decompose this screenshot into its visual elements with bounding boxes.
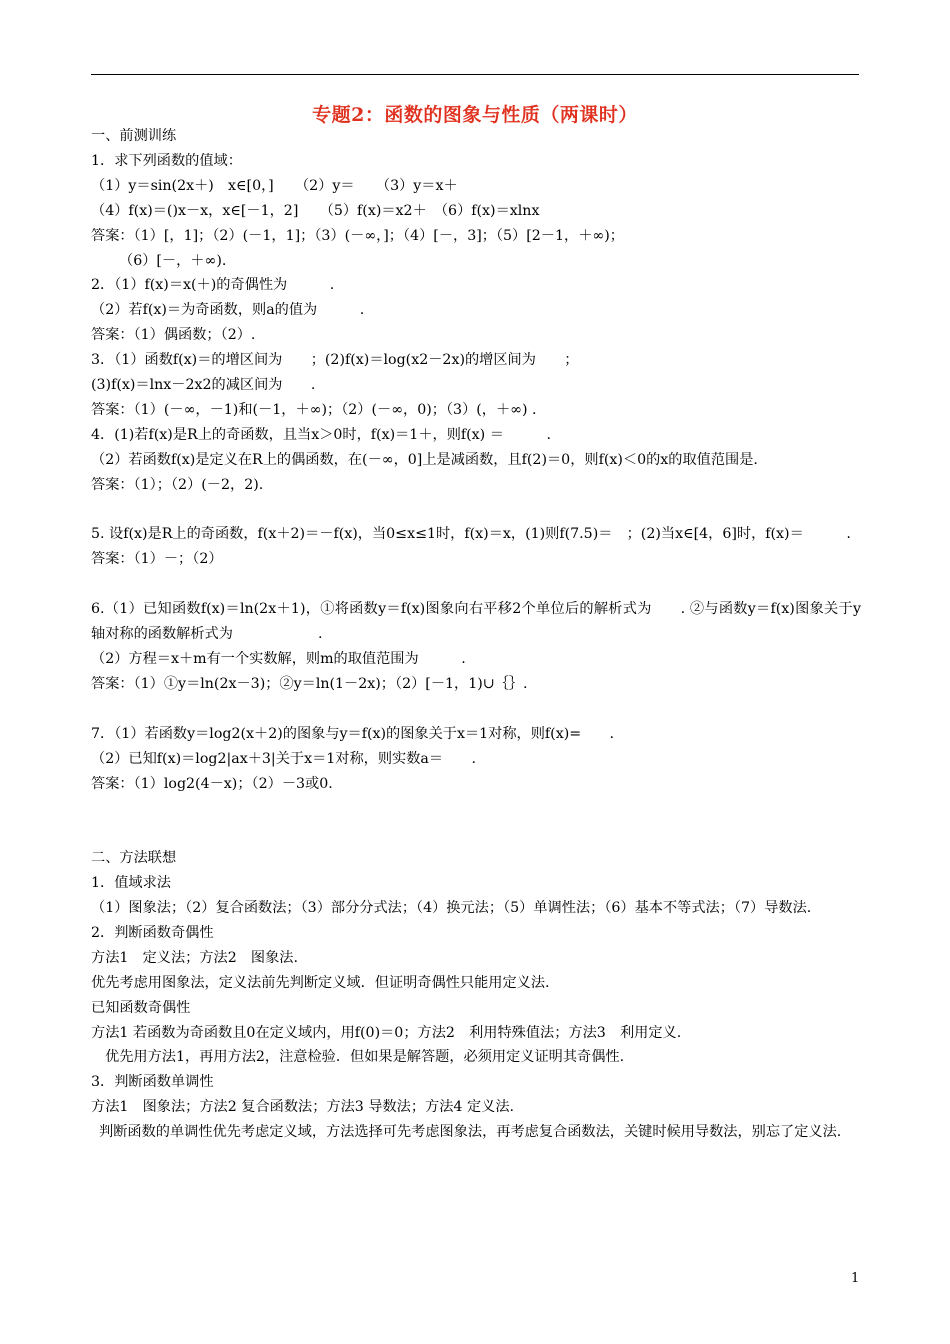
answer-1: 答案：（1）[，1]；（2）(－1，1]；（3）(－∞，]；（4）[－，3]；（5）[2－1，＋∞)； bbox=[91, 227, 624, 244]
answer-7: 答案：（1）log2(4－x)；（2）－3或0. bbox=[91, 775, 333, 792]
section-heading: 一、前测训练 bbox=[91, 128, 177, 144]
method-2-list: 方法1 定义法；方法2 图象法. bbox=[91, 949, 299, 966]
method-2-note: 优先考虑用图象法，定义法前先判断定义域．但证明奇偶性只能用定义法. bbox=[91, 974, 550, 991]
question-3-part3: (3)f(x)＝lnx－2x2的减区间为 . bbox=[91, 377, 316, 394]
question-6: 6.（1）已知函数f(x)＝ln(2x＋1)，①将函数y＝f(x)图象向右平移2个单位后的解析式为 . ②与函数y＝f(x)图象关于y轴对称的函数解析式为 . bbox=[91, 601, 861, 643]
answer-1-cont: （6）[－，＋∞). bbox=[119, 252, 227, 269]
question-3: 3．（1）函数f(x)＝的增区间为 ；(2)f(x)＝log(x2－2x)的增区间为 ； bbox=[91, 352, 579, 369]
question-2: 2．（1）f(x)＝x(＋)的奇偶性为 . bbox=[91, 277, 335, 294]
method-1-list: （1）图象法；（2）复合函数法；（3）部分分式法；（4）换元法；（5）单调性法；（6）基本不等式法；（7）导数法. bbox=[91, 900, 812, 917]
method-2-heading: 2．判断函数奇偶性 bbox=[91, 924, 214, 941]
question-1-items-a: （1）y＝sin(2x＋) x∈[0，] （2）y＝ （3）y＝x＋ bbox=[91, 177, 458, 194]
question-1: 1．求下列函数的值域： bbox=[91, 152, 242, 169]
method-1-heading: 1．值域求法 bbox=[91, 875, 171, 892]
section-heading-methods: 二、方法联想 bbox=[91, 850, 177, 867]
header-rule bbox=[91, 74, 859, 75]
answer-5: 答案：（1）－；（2） bbox=[91, 551, 223, 568]
method-3-note: 判断函数的单调性优先考虑定义域，方法选择可先考虑图象法，再考虑复合函数法，关键时候用导数法，别忘了定义法. bbox=[99, 1124, 842, 1141]
answer-3: 答案：（1）(－∞，－1)和(－1，＋∞)；（2）(－∞，0)；（3）(，＋∞) . bbox=[91, 401, 537, 418]
question-7: 7．（1）若函数y＝log2(x＋2)的图象与y＝f(x)的图象关于x＝1对称，则f(x)= . bbox=[91, 725, 615, 742]
question-4-part2: （2）若函数f(x)是定义在R上的偶函数，在(－∞，0]上是减函数，且f(2)＝0，则f(x)＜0的x的取值范围是. bbox=[91, 451, 758, 468]
answer-4: 答案：（1）；（2）(－2，2). bbox=[91, 476, 264, 493]
page-title: 专题2：函数的图象与性质（两课时） bbox=[312, 104, 638, 126]
answer-6: 答案：（1）①y＝ln(2x－3)；②y＝ln(1－2x)；（2）[－1，1)∪｛｝. bbox=[91, 675, 528, 692]
question-2-part2: （2）若f(x)＝为奇函数，则a的值为 . bbox=[91, 302, 365, 319]
page-number: 1 bbox=[851, 1271, 860, 1286]
method-3-list: 方法1 图象法；方法2 复合函数法；方法3 导数法；方法4 定义法. bbox=[91, 1099, 515, 1116]
method-2b-list: 方法1 若函数为奇函数且0在定义域内，用f(0)＝0；方法2 利用特殊值法；方法3 利用定义. bbox=[91, 1024, 682, 1041]
question-4: 4．(1)若f(x)是R上的奇函数，且当x＞0时，f(x)＝1＋，则f(x) ＝ . bbox=[91, 426, 551, 443]
method-2b-note: 优先用方法1，再用方法2，注意检验．但如果是解答题，必须用定义证明其奇偶性. bbox=[105, 1049, 625, 1066]
question-6-part2: （2）方程＝x＋m有一个实数解，则m的取值范围为 . bbox=[91, 651, 466, 667]
answer-2: 答案：（1）偶函数；（2）. bbox=[91, 327, 256, 344]
question-5: 5. 设f(x)是R上的奇函数，f(x＋2)＝－f(x)，当0≤x≤1时，f(x)＝x，(1)则f(7.5)＝ ；(2)当x∈[4，6]时，f(x)＝ . bbox=[91, 526, 851, 543]
method-2b-heading: 已知函数奇偶性 bbox=[91, 999, 191, 1016]
document-body bbox=[91, 124, 861, 1145]
question-7-part2: （2）已知f(x)＝log2|ax＋3|关于x＝1对称，则实数a＝ . bbox=[91, 750, 476, 767]
method-3-heading: 3．判断函数单调性 bbox=[91, 1074, 214, 1091]
question-1-items-b: （4）f(x)＝()x－x，x∈[－1，2] （5）f(x)＝x2＋ （6）f(x)＝xlnx bbox=[91, 202, 540, 219]
